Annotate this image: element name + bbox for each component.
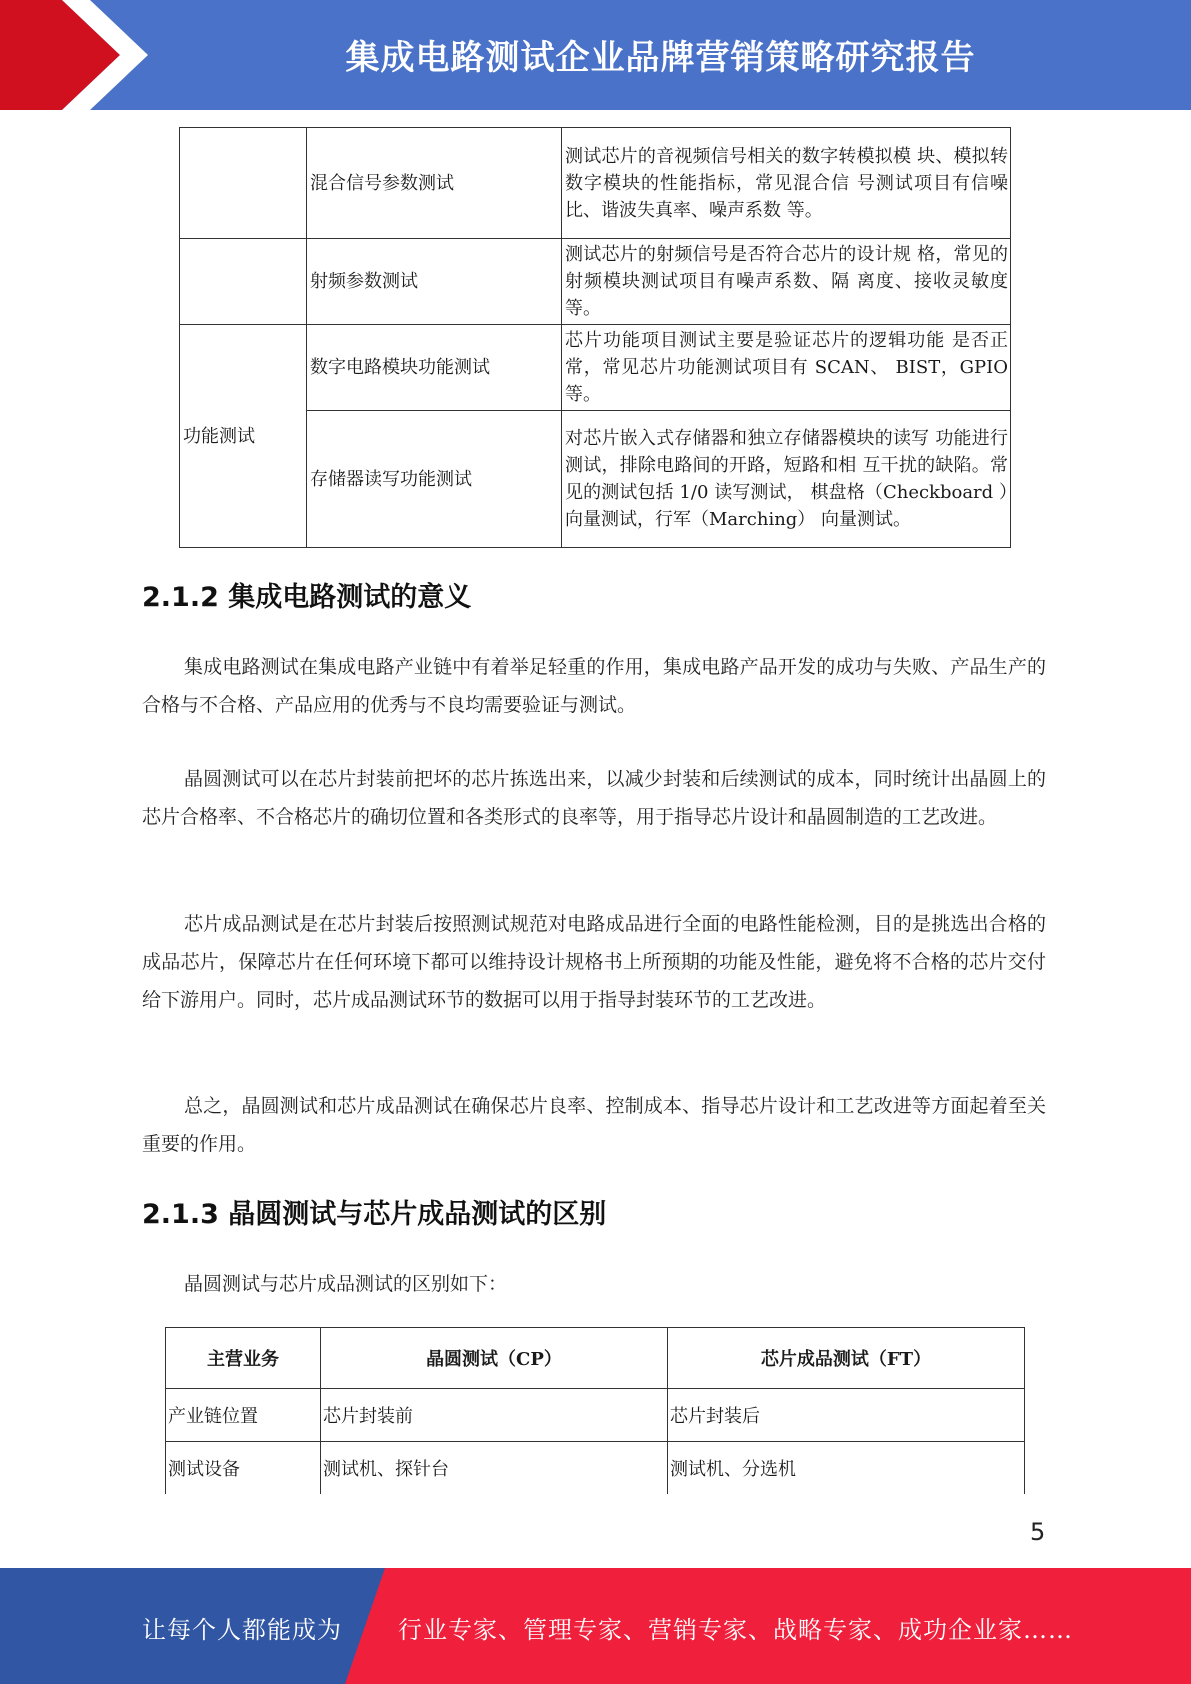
table-row xyxy=(180,128,1011,239)
table-cell-category: 功能测试 xyxy=(180,325,307,548)
header-arrow-icon xyxy=(0,0,160,110)
table-cell: 测试机、分选机 xyxy=(668,1442,1025,1495)
paragraph: 总之，晶圆测试和芯片成品测试在确保芯片良率、控制成本、指导芯片设计和工艺改进等方面起着至关重要的作用。 xyxy=(142,1095,1046,1155)
page-footer xyxy=(0,1568,1191,1684)
report-title: 集成电路测试企业品牌营销策略研究报告 xyxy=(345,38,976,78)
footer-slogan-left: 让每个人都能成为 xyxy=(142,1616,342,1644)
paragraph: 芯片成品测试是在芯片封装后按照测试规范对电路成品进行全面的电路性能检测，目的是挑选出合格的成品芯片，保障芯片在任何环境下都可以维持设计规格书上所预期的功能及性能，避免将不合格的芯片交付给下游用户。同时，芯片成品测试环节的数据可以用于指导封装环节的工艺改进。 xyxy=(142,913,1046,1011)
column-header: 晶圆测试（CP） xyxy=(321,1328,668,1389)
table-header-row xyxy=(166,1328,1025,1389)
comparison-table xyxy=(165,1327,1025,1494)
page-header xyxy=(0,0,1191,110)
paragraph: 集成电路测试在集成电路产业链中有着举足轻重的作用，集成电路产品开发的成功与失败、产品生产的合格与不合格、产品应用的优秀与不良均需要验证与测试。 xyxy=(142,656,1046,716)
table-cell-name: 射频参数测试 xyxy=(307,239,562,325)
table-cell-desc: 测试芯片的音视频信号相关的数字转模拟模 块、模拟转数字模块的性能指标，常见混合信 号测试项目有信噪比、谐波失真率、噪声系数 等。 xyxy=(562,128,1011,239)
table-cell-name: 数字电路模块功能测试 xyxy=(307,325,562,411)
paragraph: 晶圆测试可以在芯片封装前把坏的芯片拣选出来，以减少封装和后续测试的成本，同时统计出晶圆上的芯片合格率、不合格芯片的确切位置和各类形式的良率等，用于指导芯片设计和晶圆制造的工艺改进。 xyxy=(142,768,1046,828)
table-cell: 产业链位置 xyxy=(166,1389,321,1442)
table-row xyxy=(180,239,1011,325)
table-row xyxy=(166,1389,1025,1442)
column-header: 芯片成品测试（FT） xyxy=(668,1328,1025,1389)
table-cell: 测试设备 xyxy=(166,1442,321,1495)
table-cell: 测试机、探针台 xyxy=(321,1442,668,1495)
table-cell-desc: 对芯片嵌入式存储器和独立存储器模块的读写 功能进行测试，排除电路间的开路，短路和相 互干扰的缺陷。常见的测试包括 1/0 读写测试， 棋盘格（Checkboard ）向量测试，行军（Marching） 向量测试。 xyxy=(562,411,1011,548)
section-heading: 2.1.3 晶圆测试与芯片成品测试的区别 xyxy=(142,1199,607,1230)
table-cell: 芯片封装前 xyxy=(321,1389,668,1442)
section-heading: 2.1.2 集成电路测试的意义 xyxy=(142,582,472,613)
table-cell-empty xyxy=(180,239,307,325)
table-cell-empty xyxy=(180,128,307,239)
table-cell: 芯片封装后 xyxy=(668,1389,1025,1442)
page-number: 5 xyxy=(1030,1518,1046,1546)
table-cell-name: 混合信号参数测试 xyxy=(307,128,562,239)
table-row xyxy=(166,1442,1025,1495)
table-cell-desc: 芯片功能项目测试主要是验证芯片的逻辑功能 是否正常，常见芯片功能测试项目有 SCAN、 BIST，GPIO 等。 xyxy=(562,325,1011,411)
table-row xyxy=(180,325,1011,411)
paragraph: 晶圆测试与芯片成品测试的区别如下： xyxy=(184,1273,508,1295)
footer-slogan-right: 行业专家、管理专家、营销专家、战略专家、成功企业家…… xyxy=(398,1616,1073,1644)
column-header: 主营业务 xyxy=(166,1328,321,1389)
table-cell-desc: 测试芯片的射频信号是否符合芯片的设计规 格，常见的射频模块测试项目有噪声系数、隔 离度、接收灵敏度等。 xyxy=(562,239,1011,325)
table-cell-name: 存储器读写功能测试 xyxy=(307,411,562,548)
test-types-table xyxy=(179,127,1011,548)
